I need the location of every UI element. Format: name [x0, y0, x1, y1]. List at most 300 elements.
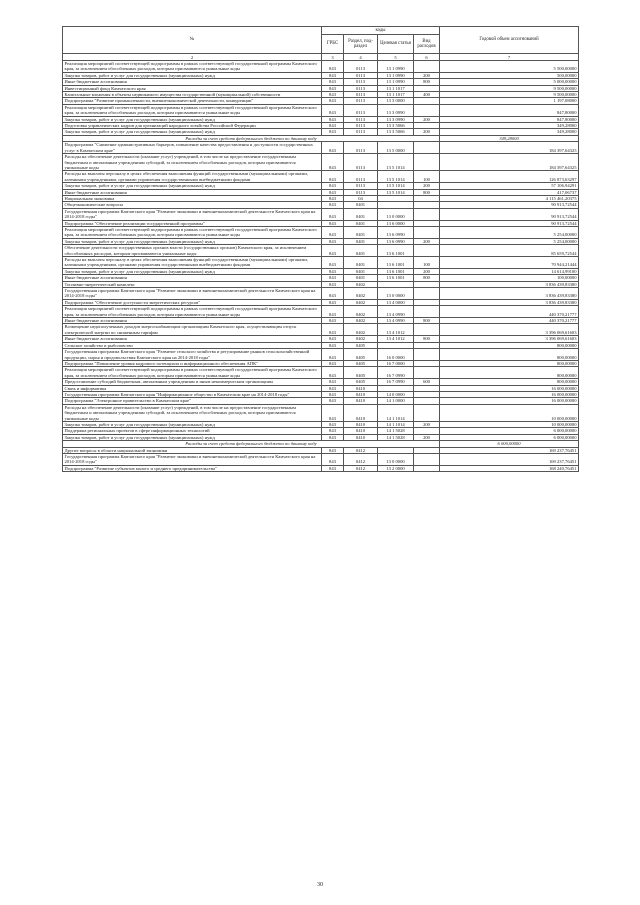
grbs-cell: 843 — [322, 324, 344, 336]
section-cell: 0401 — [344, 208, 378, 220]
table-row — [63, 367, 579, 379]
section-cell: 0113 — [344, 154, 378, 171]
table-row — [63, 349, 579, 361]
amount-cell: 85 659,72544 — [440, 245, 579, 257]
grbs-cell: 843 — [322, 421, 344, 427]
section-cell: 0412 — [344, 447, 378, 453]
name-cell: Закупка товаров, работ и услуг для государственных (муниципальных) нужд — [63, 116, 322, 122]
column-number: 2 — [63, 54, 322, 61]
name-cell: Реализация мероприятий соответствующей подпрограммы в рамках соответствующей государственной программы Камчатского края, за исключением обособленных расходов, которым присваиваются уникальные коды — [63, 306, 322, 318]
grbs-cell: 843 — [322, 79, 344, 85]
section-cell: 0402 — [344, 281, 378, 287]
name-cell: Иные бюджетные ассигнования — [63, 318, 322, 324]
column-number: 4 — [344, 54, 378, 61]
amount-cell: 168 240,76451 — [440, 465, 579, 471]
expense-type-header: Вид расходов — [414, 35, 440, 54]
name-cell: Реализация мероприятий соответствующей подпрограммы в рамках соответствующей государственной программы Камчатского края, за исключением обособленных расходов, которым присваиваются уникальные коды — [63, 61, 322, 73]
grbs-cell: 843 — [322, 142, 344, 154]
section-cell: 0113 — [344, 123, 378, 129]
name-cell: Иные бюджетные ассигнования — [63, 336, 322, 342]
target-article-cell: 13 6 1001 — [378, 257, 414, 269]
grbs-cell: 843 — [322, 385, 344, 391]
section-cell: 0113 — [344, 98, 378, 104]
target-article-cell: 13 5 1014 — [378, 154, 414, 171]
amount-cell: 440 370,21777 — [440, 306, 579, 318]
expense-type-cell: 200 — [414, 116, 440, 122]
target-article-cell: 13 5 0000 — [378, 142, 414, 154]
section-cell: 0402 — [344, 324, 378, 336]
expense-type-cell — [414, 349, 440, 361]
section-cell: 0405 — [344, 349, 378, 361]
section-cell: 0412 — [344, 465, 378, 471]
amount-cell: 6 000,00000 — [440, 428, 579, 434]
target-article-cell: 13 5 1014 — [378, 183, 414, 189]
amount-cell: 3 836 439,83380 — [440, 288, 579, 300]
section-cell: 0405 — [344, 379, 378, 385]
target-article-cell: 13 3 0000 — [378, 98, 414, 104]
amount-cell: 184 397,64325 — [440, 154, 579, 171]
expense-type-cell — [414, 208, 440, 220]
target-article-cell: 13 3 0990 — [378, 116, 414, 122]
name-cell: Подпрограмма "Обеспечение реализации государственной программы" — [63, 220, 322, 226]
grbs-cell: 843 — [322, 129, 344, 135]
table-row — [63, 306, 579, 318]
grbs-cell: 843 — [322, 428, 344, 434]
section-cell: 0113 — [344, 116, 378, 122]
budget-table — [62, 26, 579, 472]
name-cell: Реализация мероприятий соответствующей подпрограммы в рамках соответствующей государственной программы Камчатского края, за исключением обособленных расходов, которым присваиваются уникальные коды — [63, 367, 322, 379]
amount-header: Годовой объем ассигнований — [440, 27, 579, 54]
amount-cell: 1 197,08000 — [440, 98, 579, 104]
grbs-cell: 843 — [322, 85, 344, 91]
grbs-cell: 843 — [322, 349, 344, 361]
name-cell: Подпрограмма "Снижение административных барьеров, повышение качества предоставления и доступности государственных услуг в Камчатском крае" — [63, 142, 322, 154]
name-cell: Другие вопросы в области национальной экономики — [63, 447, 322, 453]
target-article-cell: 13 6 1001 — [378, 268, 414, 274]
expense-type-cell — [414, 324, 440, 336]
grbs-cell: 843 — [322, 398, 344, 404]
table-row — [63, 154, 579, 171]
target-article-cell: 13 1 0990 — [378, 79, 414, 85]
expense-type-cell — [414, 245, 440, 257]
name-cell: Государственная программа Камчатского края "Информационное общество в Камчатском крае на 2014-2018 годы" — [63, 391, 322, 397]
name-cell: Сельское хозяйство и рыболовство — [63, 342, 322, 348]
table-row — [63, 171, 579, 183]
amount-cell: 10 000,00000 — [440, 421, 579, 427]
name-cell: Капитальные вложения в объекты недвижимого имущества государственной (муниципальной) собственности — [63, 92, 322, 98]
target-article-cell: 13 4 0990 — [378, 306, 414, 318]
grbs-cell: 843 — [322, 299, 344, 305]
target-article-cell: 14 1 1014 — [378, 404, 414, 421]
name-cell: Поддержка региональных проектов в сфере информационных технологий — [63, 428, 322, 434]
target-article-cell: 13 4 1012 — [378, 336, 414, 342]
table-row — [63, 61, 579, 73]
column-numbers-row — [63, 54, 579, 61]
target-article-cell: 13 1 0990 — [378, 72, 414, 78]
name-cell: Топливно-энергетический комплекс — [63, 281, 322, 287]
section-cell: 0402 — [344, 336, 378, 342]
name-cell: Закупка товаров, работ и услуг для государственных (муниципальных) нужд — [63, 434, 322, 440]
amount-cell: 9 500,00000 — [440, 92, 579, 98]
grbs-cell: 843 — [322, 116, 344, 122]
section-cell: 0113 — [344, 129, 378, 135]
amount-cell: 70 944,21444 — [440, 257, 579, 269]
section-cell: 0113 — [344, 61, 378, 73]
amount-cell: 90 913,72544 — [440, 220, 579, 226]
section-cell: 0410 — [344, 421, 378, 427]
section-cell: 0113 — [344, 85, 378, 91]
grbs-cell: 843 — [322, 465, 344, 471]
section-cell: 0401 — [344, 275, 378, 281]
name-cell: Иные бюджетные ассигнования — [63, 275, 322, 281]
amount-cell: 800,00000 — [440, 360, 579, 366]
name-column-header — [63, 27, 322, 54]
section-cell: 0113 — [344, 183, 378, 189]
name-cell: Государственная программа Камчатского края "Развитие экономики и внешнеэкономической деятельности Камчатского края на 2014-2018 годы" — [63, 208, 322, 220]
amount-cell: 57 106,94291 — [440, 183, 579, 189]
target-article-cell: 16 0 0000 — [378, 349, 414, 361]
section-header: Раздел, под- раздел — [344, 35, 378, 54]
column-number: 6 — [414, 54, 440, 61]
target-article-cell: 13 0 0000 — [378, 288, 414, 300]
amount-cell: 3 836 439,83380 — [440, 281, 579, 287]
target-article-cell: 13 6 0000 — [378, 220, 414, 226]
grbs-cell: 843 — [322, 154, 344, 171]
name-cell: Расходы на выплаты персоналу в целях обеспечения выполнения функций государственными (муниципальными) органами, казенными учреждениями, органами управления государственными внебюджетными фондами — [63, 171, 322, 183]
expense-type-cell — [414, 465, 440, 471]
section-cell: 0401 — [344, 226, 378, 238]
grbs-cell: 843 — [322, 342, 344, 348]
target-article-cell: 13 1 0990 — [378, 61, 414, 73]
grbs-cell: 843 — [322, 379, 344, 385]
name-cell: Общеэкономические вопросы — [63, 202, 322, 208]
note-text: Расходы за счет средств федерального бюджета по данному коду — [63, 441, 440, 447]
grbs-cell: 843 — [322, 306, 344, 318]
amount-cell: 417,06737 — [440, 189, 579, 195]
amount-cell: 3 396 069,61603 — [440, 324, 579, 336]
amount-cell: 16 000,00000 — [440, 385, 579, 391]
expense-type-cell — [414, 61, 440, 73]
amount-cell: 16 000,00000 — [440, 398, 579, 404]
target-article-cell: 16 7 0990 — [378, 367, 414, 379]
amount-cell: 184 397,64325 — [440, 142, 579, 154]
name-cell: Расходы на обеспечение деятельности (оказание услуг) учреждений, в том числе на предоставление государственным бюджетным и автономным учреждениям субсидий, за исключением обособленных расходов, которым присваиваются уникальные коды — [63, 404, 322, 421]
section-cell: 0113 — [344, 142, 378, 154]
name-cell: Подпрограмма "Развитие промышленности, внешнеэкономической деятельности, конкуренции" — [63, 98, 322, 104]
section-cell: 0401 — [344, 238, 378, 244]
expense-type-cell — [414, 404, 440, 421]
section-cell: 0405 — [344, 360, 378, 366]
header-row-top — [63, 27, 579, 35]
grbs-cell: 843 — [322, 245, 344, 257]
column-number: 5 — [378, 54, 414, 61]
grbs-cell: 843 — [322, 268, 344, 274]
section-cell: 0402 — [344, 306, 378, 318]
section-cell: 0412 — [344, 454, 378, 466]
table-row — [63, 404, 579, 421]
note-text: Расходы за счет средств федерального бюджета по данному коду — [63, 135, 440, 141]
grbs-cell: 843 — [322, 72, 344, 78]
name-cell: Подготовка управленческих кадров для организаций народного хозяйства Российской Федерации — [63, 123, 322, 129]
expense-type-cell — [414, 142, 440, 154]
name-cell: Обеспечение деятельности государственных органов власти (государственных органов) Камчатского края, за исключением обособленных расходов, которым присваиваются уникальные коды — [63, 245, 322, 257]
section-cell: 0410 — [344, 404, 378, 421]
section-cell: 0401 — [344, 268, 378, 274]
table-row — [63, 104, 579, 116]
grbs-cell: 843 — [322, 61, 344, 73]
codes-header: коды — [322, 27, 440, 35]
name-cell: Подпрограмма "Развитие субъектов малого и среднего предпринимательства" — [63, 465, 322, 471]
expense-type-cell: 200 — [414, 421, 440, 427]
target-article-cell: 14 1 5028 — [378, 428, 414, 434]
grbs-cell: 843 — [322, 447, 344, 453]
target-article-cell: 13 5 1014 — [378, 189, 414, 195]
target-article-cell: 13 3 5066 — [378, 123, 414, 129]
grbs-cell: 843 — [322, 123, 344, 129]
grbs-cell: 843 — [322, 336, 344, 342]
section-cell: 0401 — [344, 220, 378, 226]
expense-type-cell — [414, 306, 440, 318]
name-cell: Подпрограмма "Повышение уровня кадрового потенциала и информационного обеспечения АПК" — [63, 360, 322, 366]
amount-cell: 800,00000 — [440, 379, 579, 385]
grbs-cell: 843 — [322, 391, 344, 397]
amount-cell: 349,28000 — [440, 135, 579, 141]
amount-cell: 847,80000 — [440, 104, 579, 116]
section-cell: 0113 — [344, 72, 378, 78]
target-article-cell: 14 1 0000 — [378, 398, 414, 404]
target-article-cell: 14 1 5028 — [378, 434, 414, 440]
table-row — [63, 226, 579, 238]
section-cell: 0402 — [344, 318, 378, 324]
grbs-cell: 843 — [322, 360, 344, 366]
name-cell: Реализация мероприятий соответствующей подпрограммы в рамках соответствующей государственной программы Камчатского края, за исключением обособленных расходов, которым присваиваются уникальные коды — [63, 226, 322, 238]
grbs-cell: 843 — [322, 404, 344, 421]
expense-type-cell: 100 — [414, 171, 440, 183]
section-cell: 0410 — [344, 398, 378, 404]
target-article-cell: 13 4 1012 — [378, 324, 414, 336]
section-cell: 0113 — [344, 92, 378, 98]
section-cell: 0113 — [344, 189, 378, 195]
grbs-cell: 843 — [322, 226, 344, 238]
table-row — [63, 288, 579, 300]
name-cell: Расходы на выплаты персоналу в целях обеспечения выполнения функций государственными (муниципальными) органами, казенными учреждениями, органами управления государственными внебюджетными фондами — [63, 257, 322, 269]
name-cell: Инвестиционный фонд Камчатского края — [63, 85, 322, 91]
grbs-cell: 843 — [322, 208, 344, 220]
expense-type-cell: 200 — [414, 183, 440, 189]
name-cell: Возмещение недополученных доходов энергоснабжающим организациям Камчатского края, осуществляющим отпуск электрической энергии по сниженным тарифам — [63, 324, 322, 336]
amount-cell: 16 000,00000 — [440, 391, 579, 397]
target-article-cell: 16 7 0000 — [378, 360, 414, 366]
table-row — [63, 208, 579, 220]
target-article-cell: 13 5 1014 — [378, 171, 414, 183]
target-article-cell: 13 4 0000 — [378, 299, 414, 305]
expense-type-cell — [414, 226, 440, 238]
grbs-cell: 843 — [322, 92, 344, 98]
grbs-header: ГРБС — [322, 35, 344, 54]
name-cell: Закупка товаров, работ и услуг для государственных (муниципальных) нужд — [63, 238, 322, 244]
expense-type-cell — [414, 154, 440, 171]
amount-cell: 14 614,99100 — [440, 268, 579, 274]
name-cell: Предоставление субсидий бюджетным, автономным учреждениям и иным некоммерческим организациям — [63, 379, 322, 385]
table-row — [63, 465, 579, 471]
expense-type-cell: 800 — [414, 318, 440, 324]
target-article-cell: 13 6 0990 — [378, 226, 414, 238]
grbs-cell: 843 — [322, 257, 344, 269]
name-cell: Расходы на обеспечение деятельности (оказание услуг) учреждений, в том числе на предоставление государственным бюджетным и автономным учреждениям субсидий, за исключением обособленных расходов, которым присваиваются уникальные коды — [63, 154, 322, 171]
target-article-cell: 13 1 1017 — [378, 85, 414, 91]
target-article-cell: 13 6 1001 — [378, 275, 414, 281]
section-cell: 0401 — [344, 257, 378, 269]
table-row — [63, 142, 579, 154]
expense-type-cell — [414, 288, 440, 300]
grbs-cell: 843 — [322, 367, 344, 379]
section-cell: 0113 — [344, 171, 378, 183]
table-row — [63, 245, 579, 257]
grbs-cell: 843 — [322, 275, 344, 281]
amount-cell: 90 913,72544 — [440, 208, 579, 220]
target-article-cell: 13 6 0990 — [378, 238, 414, 244]
amount-cell: 5 500,00000 — [440, 61, 579, 73]
name-cell: Иные бюджетные ассигнования — [63, 79, 322, 85]
grbs-cell: 843 — [322, 104, 344, 116]
section-cell: 0410 — [344, 434, 378, 440]
amount-cell: 5 254,00000 — [440, 238, 579, 244]
row-number-header: № — [189, 37, 195, 43]
amount-cell: 800,00000 — [440, 367, 579, 379]
section-cell: 0113 — [344, 79, 378, 85]
target-article-cell: 13 2 0000 — [378, 465, 414, 471]
grbs-cell: 843 — [322, 202, 344, 208]
expense-type-cell: 200 — [414, 72, 440, 78]
grbs-cell: 843 — [322, 318, 344, 324]
amount-cell: 4 115 461,20375 — [440, 195, 579, 201]
grbs-cell: 843 — [322, 195, 344, 201]
amount-cell: 6 000,00000 — [440, 441, 579, 447]
section-cell: 0410 — [344, 428, 378, 434]
expense-type-cell — [414, 104, 440, 116]
grbs-cell: 843 — [322, 238, 344, 244]
amount-cell: 800,00000 — [440, 342, 579, 348]
expense-type-cell: 200 — [414, 238, 440, 244]
expense-type-cell: 400 — [414, 92, 440, 98]
name-cell: Государственная программа Камчатского края "Развитие сельского хозяйства и регулирование рынков сельскохозяйственной продукции, сырья и продовольствия Камчатского края на 2014-2018 годы" — [63, 349, 322, 361]
expense-type-cell: 800 — [414, 336, 440, 342]
table-body — [63, 54, 579, 472]
target-article-header: Целевая статья — [378, 35, 414, 54]
column-number: 7 — [440, 54, 579, 61]
target-article-cell: 14 0 0000 — [378, 391, 414, 397]
amount-cell: 3 396 069,61603 — [440, 336, 579, 342]
name-cell: Закупка товаров, работ и услуг для государственных (муниципальных) нужд — [63, 129, 322, 135]
amount-cell: 349,28000 — [440, 123, 579, 129]
grbs-cell: 843 — [322, 281, 344, 287]
name-cell: Государственная программа Камчатского края "Развитие экономики и внешнеэкономической деятельности Камчатского края на 2014-2018 годы" — [63, 454, 322, 466]
name-cell: Закупка товаров, работ и услуг для государственных (муниципальных) нужд — [63, 183, 322, 189]
amount-cell: 9 500,00000 — [440, 85, 579, 91]
amount-cell: 90 913,72544 — [440, 202, 579, 208]
expense-type-cell: 800 — [414, 79, 440, 85]
section-cell: 04 — [344, 195, 378, 201]
name-cell: Национальная экономика — [63, 195, 322, 201]
grbs-cell: 843 — [322, 288, 344, 300]
expense-type-cell: 200 — [414, 129, 440, 135]
target-article-cell: 16 7 0990 — [378, 379, 414, 385]
amount-cell: 100,00000 — [440, 275, 579, 281]
target-article-cell: 13 0 0000 — [378, 208, 414, 220]
section-cell: 0401 — [344, 202, 378, 208]
name-cell: Закупка товаров, работ и услуг для государственных (муниципальных) нужд — [63, 421, 322, 427]
grbs-cell: 843 — [322, 220, 344, 226]
expense-type-cell: 200 — [414, 434, 440, 440]
section-cell: 0410 — [344, 385, 378, 391]
name-cell: Подпрограмма "Электронное правительство в Камчатском крае" — [63, 398, 322, 404]
grbs-cell: 843 — [322, 454, 344, 466]
amount-cell: 349,28000 — [440, 129, 579, 135]
expense-type-cell: 200 — [414, 268, 440, 274]
target-article-cell: 14 1 1014 — [378, 421, 414, 427]
amount-cell: 5 000,00000 — [440, 79, 579, 85]
amount-cell: 847,80000 — [440, 116, 579, 122]
amount-cell: 169 237,76451 — [440, 454, 579, 466]
expense-type-cell — [414, 367, 440, 379]
name-cell: Связь и информатика — [63, 385, 322, 391]
grbs-cell: 843 — [322, 434, 344, 440]
grbs-cell: 843 — [322, 189, 344, 195]
name-cell: Иные бюджетные ассигнования — [63, 189, 322, 195]
section-cell: 0401 — [344, 245, 378, 257]
table-row — [63, 324, 579, 336]
name-cell: Реализация мероприятий соответствующей подпрограммы в рамках соответствующей государственной программы Камчатского края, за исключением обособленных расходов, которым присваиваются уникальные коды — [63, 104, 322, 116]
amount-cell: 800,00000 — [440, 349, 579, 361]
name-cell: Государственная программа Камчатского края "Развитие экономики и внешнеэкономической деятельности Камчатского края на 2014-2018 годы" — [63, 288, 322, 300]
section-cell: 0402 — [344, 288, 378, 300]
section-cell: 0405 — [344, 367, 378, 379]
target-article-cell: 13 3 5066 — [378, 129, 414, 135]
section-cell: 0410 — [344, 391, 378, 397]
expense-type-cell: 800 — [414, 275, 440, 281]
grbs-cell: 843 — [322, 171, 344, 183]
amount-cell: 126 873,63297 — [440, 171, 579, 183]
expense-type-cell — [414, 454, 440, 466]
table-row — [63, 454, 579, 466]
amount-cell: 10 000,00000 — [440, 404, 579, 421]
target-article-cell: 13 3 0990 — [378, 104, 414, 116]
target-article-cell: 13 1 1017 — [378, 92, 414, 98]
section-cell: 0402 — [344, 299, 378, 305]
name-cell: Закупка товаров, работ и услуг для государственных (муниципальных) нужд — [63, 268, 322, 274]
amount-cell: 6 000,00000 — [440, 434, 579, 440]
grbs-cell: 843 — [322, 98, 344, 104]
amount-cell: 440 370,21777 — [440, 318, 579, 324]
target-article-cell: 13 0 0000 — [378, 454, 414, 466]
name-cell: Закупка товаров, работ и услуг для государственных (муниципальных) нужд — [63, 72, 322, 78]
amount-cell: 3 836 439,83380 — [440, 299, 579, 305]
table-row — [63, 257, 579, 269]
expense-type-cell: 600 — [414, 379, 440, 385]
target-article-cell: 13 6 1001 — [378, 245, 414, 257]
amount-cell: 500,00000 — [440, 72, 579, 78]
section-cell: 0113 — [344, 104, 378, 116]
name-cell: Подпрограмма "Обеспечение доступности энергетических ресурсов" — [63, 299, 322, 305]
column-number: 3 — [322, 54, 344, 61]
expense-type-cell: 800 — [414, 189, 440, 195]
expense-type-cell: 100 — [414, 257, 440, 269]
amount-cell: 5 254,00000 — [440, 226, 579, 238]
section-cell: 0405 — [344, 342, 378, 348]
target-article-cell: 13 4 0990 — [378, 318, 414, 324]
amount-cell: 169 237,76451 — [440, 447, 579, 453]
grbs-cell: 843 — [322, 183, 344, 189]
